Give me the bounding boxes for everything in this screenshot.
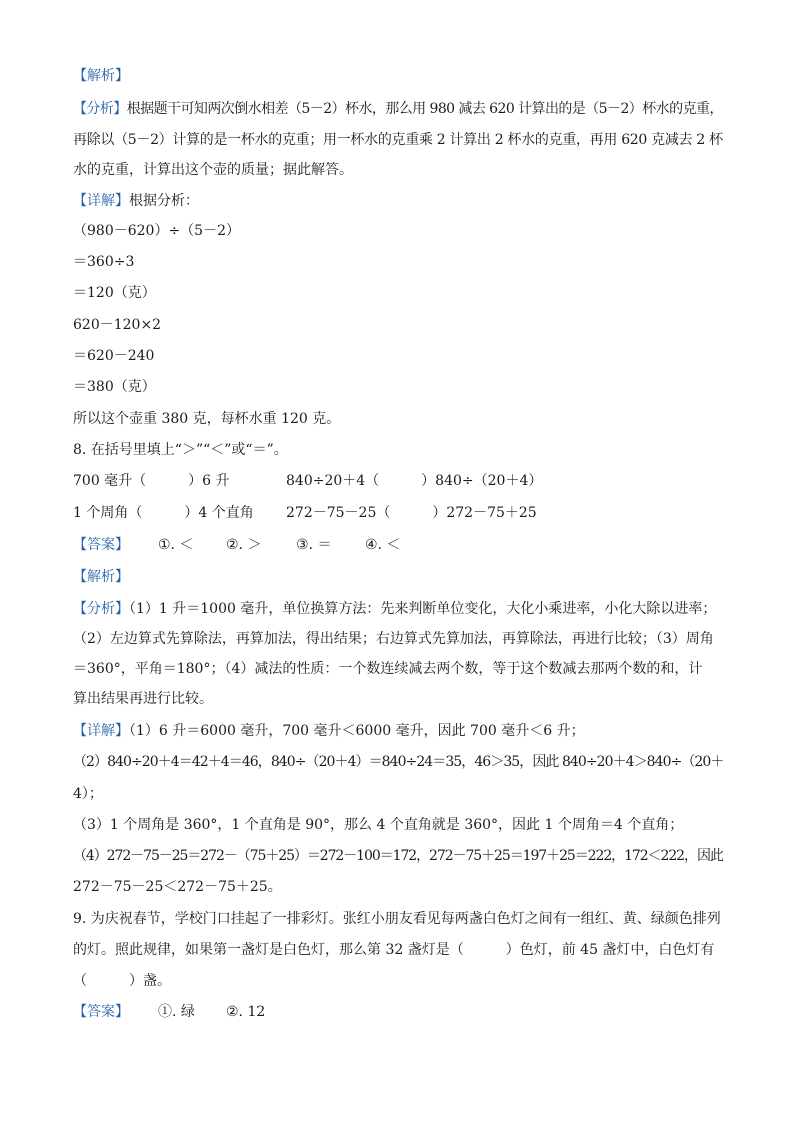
fenxi-line-4: 算出结果再进行比较。 (73, 691, 213, 707)
q8-item-3: 1 个周角（ ）4 个直角 (73, 505, 254, 521)
xiangjie-line (73, 192, 199, 210)
fenxi-line-2: （2）左边算式先算除法，再算加法，得出结果；右边算式先算加法，再算除法，再进行比较；（3）周角 (73, 631, 714, 647)
fenxi-line-1 (73, 600, 716, 618)
fenxi-text: 根据题干可知两次倒水相差（5－2）杯水，那么用 980 减去 620 计算出的是（5－2）杯水的克重， (126, 101, 723, 117)
q8-item-2: 840÷20＋4（ ）840÷（20＋4） (286, 473, 543, 489)
q8-item-1: 700 毫升（ ）6 升 (73, 473, 230, 489)
fenxi-text: （1）1 升＝1000 毫升，单位换算方法：先来判断单位变化，大化小乘进率，小化大除以进率； (129, 601, 717, 617)
xiangjie-line-6: 272－75－25＜272－75＋25。 (73, 879, 282, 895)
answer-item: ①. ＜ (158, 537, 194, 553)
xiangjie-line-2: （2）840÷20＋4＝42＋4＝46，840÷（20＋4）＝840÷24＝35，46＞35，因此 840÷20＋4＞840÷（20＋ (73, 754, 724, 770)
fenxi-label: 【分析】 (73, 601, 129, 617)
question-9-line-1: 9. 为庆祝春节，学校门口挂起了一排彩灯。张红小朋友看见每两盏白色灯之间有一组红、黄、绿颜色排列 (73, 911, 721, 927)
answer-item: ②. ＞ (226, 537, 262, 553)
answer-label: 【答案】 (73, 537, 129, 553)
question-9-line-3: （ ）盏。 (73, 973, 171, 989)
fenxi-line-2: 再除以（5－2）计算的是一杯水的克重；用一杯水的克重乘 2 计算出 2 杯水的克重，再用 620 克减去 2 杯 (73, 132, 723, 148)
answer-item: ④. ＜ (365, 537, 401, 553)
answer-label: 【答案】 (73, 1004, 129, 1020)
q8-item-4: 272－75－25（ ）272－75＋25 (286, 505, 537, 521)
conclusion: 所以这个壶重 380 克，每杯水重 120 克。 (73, 411, 341, 427)
question-8-title: 8. 在括号里填上“＞”“＜”或“＝”。 (73, 442, 288, 458)
fenxi-label: 【分析】 (73, 101, 127, 117)
answer-item: ②. 12 (226, 1004, 266, 1020)
answer-item: ①. 绿 (158, 1004, 195, 1020)
xiangjie-line-1 (73, 722, 585, 740)
calc-step: 620－120×2 (73, 317, 162, 333)
section-jiexi-label: 【解析】 (73, 569, 129, 585)
section-jiexi-label: 【解析】 (73, 68, 129, 84)
answer-item: ③. ＝ (296, 537, 332, 553)
fenxi-line-3: ＝360°，平角＝180°；（4）减法的性质：一个数连续减去两个数，等于这个数减去那两个数的和，计 (73, 661, 703, 677)
xiangjie-text: 根据分析： (129, 193, 199, 209)
calc-step: ＝380（克） (73, 379, 156, 395)
xiangjie-line-4: （3）1 个周角是 360°，1 个直角是 90°，那么 4 个直角就是 360°，因此 1 个周角＝4 个直角； (73, 817, 684, 833)
xiangjie-line-5: （4）272－75－25＝272－（75＋25）＝272－100＝172，272－75＋25＝197＋25＝222，172＜222，因此 (73, 848, 723, 864)
calc-step: ＝120（克） (73, 285, 156, 301)
xiangjie-text: （1）6 升＝6000 毫升，700 毫升＜6000 毫升，因此 700 毫升＜6 升； (129, 723, 585, 739)
calc-step: （980－620）÷（5－2） (73, 223, 240, 239)
xiangjie-label: 【详解】 (73, 193, 129, 209)
question-9-line-2: 的灯。照此规律，如果第一盏灯是白色灯，那么第 32 盏灯是（ ）色灯，前 45 盏灯中，白色灯有 (73, 942, 715, 958)
calc-step: ＝620－240 (73, 348, 155, 364)
calc-step: ＝360÷3 (73, 254, 135, 270)
xiangjie-line-3: 4）； (73, 786, 103, 802)
fenxi-line-1 (73, 100, 723, 118)
fenxi-line-3: 水的克重，计算出这个壶的质量；据此解答。 (73, 162, 353, 178)
xiangjie-label: 【详解】 (73, 723, 129, 739)
